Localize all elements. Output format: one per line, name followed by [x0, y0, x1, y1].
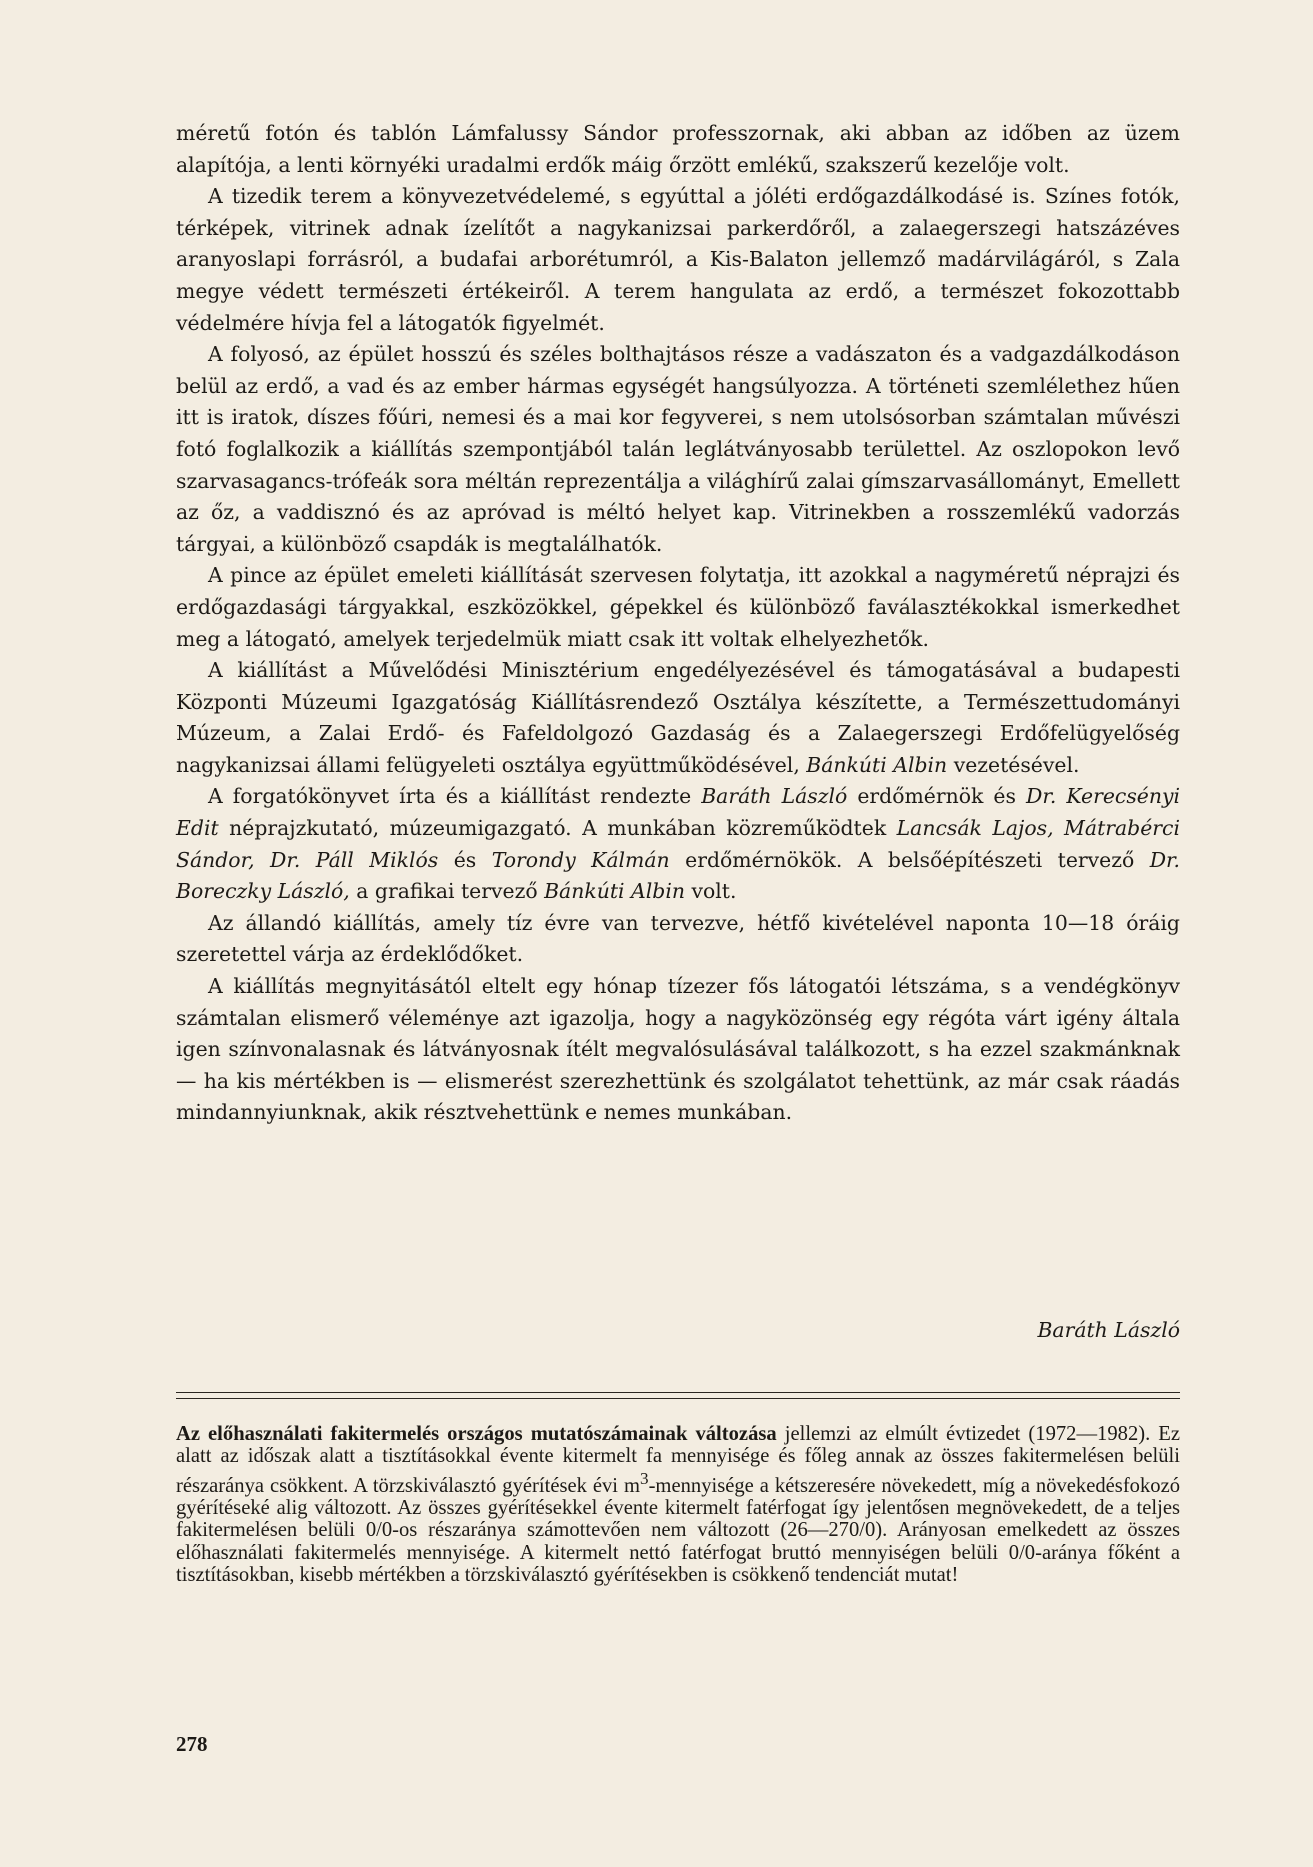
- paragraph: A tizedik terem a könyvezetvédelemé, s egyúttal a jóléti erdőgazdálkodásé is. Színes fotók, térképek, vitrinek adnak ízelítőt a nagykanizsai parkerdőről, a zalaegerszegi hatszázéves aranyoslapi forrásról, a budafai arborétumról, a Kis-Balaton jellemző madárvilágáról, s Zala megye védett természeti értékeiről. A terem hangulata az erdő, a természet fokozottabb védelmére hívja fel a látogatók figyelmét.: [176, 184, 1180, 335]
- paragraph: [176, 655, 1180, 781]
- divider-line: [176, 1392, 1180, 1393]
- note-title: Az előhasználati fakitermelés országos mutatószámainak változása: [176, 1423, 777, 1445]
- person-name: Bánkúti Albin: [806, 752, 948, 777]
- text-run: ). Arányosan emelkedett az összes előhasználati fakitermelés mennyisége. A kitermelt nettó fatérfogat bruttó mennyiségen belüli: [176, 1519, 1181, 1564]
- person-name: Bánkúti Albin: [544, 879, 685, 904]
- text-run: volt.: [691, 879, 737, 904]
- person-name: Baráth László: [701, 784, 848, 809]
- text-run: néprajzkutató, múzeumigazgató. A munkában közreműködtek: [229, 816, 887, 841]
- percent-sign: 0/0: [365, 1519, 393, 1542]
- superscript: 3: [640, 1468, 649, 1488]
- person-name: Dr. Kerecsényi Edit: [176, 784, 1181, 841]
- text-run: jellemzi az elmúlt évtizedet (1972—1982). Ez alatt az időszak alatt a tisztításokkal évente kitermelt fa mennyisége és főleg annak az összes fakitermelésen belüli részaránya csökkent. A törzskiválasztó gyérítések évi m: [176, 1423, 1180, 1497]
- percent-sign: 0/0: [848, 1519, 876, 1542]
- text-run: erdőmérnök és: [857, 784, 1016, 809]
- person-name: Lancsák Lajos, Mátrabérci Sándor, Dr. Páll Miklós: [176, 816, 1180, 872]
- paragraph: méretű fotón és tablón Lámfalussy Sándor professzornak, aki abban az időben az üzem alapítója, a lenti környéki uradalmi erdők máig őrzött emlékű, szakszerű kezelője volt.: [176, 121, 1180, 177]
- author-signature: Baráth László: [1037, 1318, 1180, 1342]
- text-run: -os részaránya számottevően nem változott (26—27: [392, 1519, 849, 1542]
- text-run: -aránya főként a tisztításokban, kisebb mértékben a törzskiválasztó gyérítésekben is csökkenő tendenciát mutat!: [176, 1541, 1181, 1587]
- paragraph: Az állandó kiállítás, amely tíz évre van tervezve, hétfő kivételével naponta 10—18 óráig szeretettel várja az érdeklődőket.: [176, 910, 1180, 967]
- text-run: a grafikai tervező: [356, 879, 538, 904]
- paragraph: A kiállítás megnyitásától eltelt egy hónap tízezer fős látogatói létszáma, s a vendégkönyv számtalan elismerő véleménye azt igazolja, hogy a nagyközönség egy régóta várt igény általa igen színvonalasnak és látványosnak ítélt megvalósulásával találkozott, s ha ezzel szakmánknak — ha kis mértékben is — elismerést szerezhettünk és szolgálatot tehettünk, az már csak ráadás mindannyiunknak, akik résztvehettünk e nemes munkában.: [176, 974, 1180, 1125]
- text-run: vezetésével.: [953, 752, 1080, 777]
- statistics-note: [176, 1423, 1180, 1587]
- page-number: 278: [176, 1732, 208, 1756]
- paragraph: A folyosó, az épület hosszú és széles bolthajtásos része a vadászaton és a vadgazdálkodáson belül az erdő, a vad és az ember hármas egységét hangsúlyozza. A történeti szemlélethez hűen itt is iratok, díszes főúri, nemesi és a mai kor fegyverei, s nem utolsósorban számtalan művészi fotó foglalkozik a kiállítás szempontjából talán leglátványosabb területtel. Az oszlopokon levő szarvasagancs-trófeák sora méltán reprezentálja a világhírű zalai gímszarvasállományt, Emellett az őz, a vaddisznó és az apróvad is méltó helyet kap. Vitrinekben a rosszemlékű vadorzás tárgyai, a különböző csapdák is megtalálhatók.: [176, 342, 1180, 556]
- text-run: és: [453, 847, 477, 872]
- text-run: A kiállítást a Művelődési Minisztérium engedélyezésével és támogatásával a budapesti Központi Múzeumi Igazgatóság Kiállításrendező Osztálya készítette, a Természettudományi Múzeum, a Zalai Erdő- és Fafeldolgozó Gazdaság és a Zalaegerszegi Erdőfelügyelőség nagykanizsai állami felügyeleti osztálya együttműködésével,: [176, 658, 1180, 777]
- text-run: -mennyisége a kétszeresére növekedett, míg a növekedésfokozó gyérítéseké alig változott. Az összes gyérítésekkel évente kitermelt fatérfogat így jelentősen megnövekedett, de a teljes fakitermelésen belüli: [176, 1474, 1181, 1542]
- percent-sign: 0/0: [1008, 1541, 1036, 1564]
- article-body: [176, 118, 1180, 1129]
- text-run: erdőmérnökök. A belsőépítészeti tervező: [685, 847, 1135, 872]
- person-name: Dr. Boreczky László,: [176, 847, 1181, 904]
- divider-line: [176, 1398, 1180, 1399]
- paragraph: A pince az épület emeleti kiállítását szervesen folytatja, itt azokkal a nagyméretű néprajzi és erdőgazdasági tárgyakkal, eszközökkel, gépekkel és különböző faválasztékokkal ismerkedhet meg a látogató, amelyek terjedelmük miatt csak itt voltak elhelyezhetők.: [176, 563, 1180, 651]
- person-name: Torondy Kálmán: [491, 847, 670, 872]
- paragraph: [176, 781, 1180, 907]
- text-run: A forgatókönyvet írta és a kiállítást rendezte: [208, 784, 692, 809]
